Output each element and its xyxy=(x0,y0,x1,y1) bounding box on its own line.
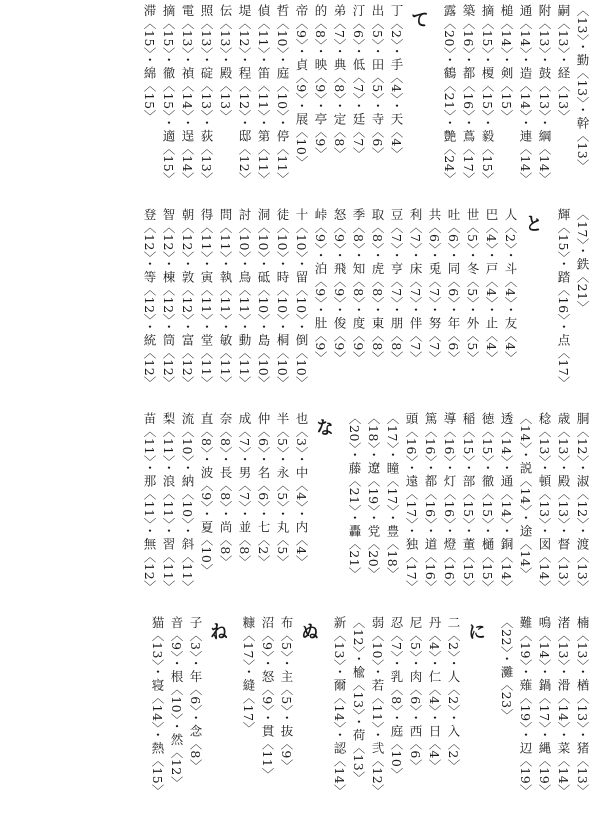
kanji-entry-column: 討〈10〉・鳥〈11〉・動〈11〉 xyxy=(237,208,252,390)
kanji-entry-column: 也〈3〉・中〈4〉・内〈4〉 xyxy=(294,412,309,568)
kanji-entry-column: 猫〈13〉・寝〈14〉・熱〈15〉 xyxy=(150,616,165,798)
kana-section-heading: ぬ xyxy=(298,622,319,640)
kanji-entry-column: 峠〈9〉・泊〈9〉・肚〈9〉 xyxy=(313,208,328,364)
kanji-entry-column: 人〈2〉・斗〈4〉・友〈4〉 xyxy=(503,208,518,364)
kanji-entry-column: 問〈11〉・執〈11〉・敏〈11〉 xyxy=(218,208,233,390)
kanji-entry-column: 吐〈6〉・同〈6〉・年〈6〉 xyxy=(446,208,461,364)
kanji-entry-column: 渚〈13〉・滑〈14〉・菜〈14〉 xyxy=(556,616,571,798)
kanji-entry-column: 智〈12〉・棟〈12〉・筒〈12〉 xyxy=(161,208,176,390)
kanji-entry-column: 篤〈16〉・都〈16〉・道〈16〉 xyxy=(423,412,438,594)
kanji-entry-column: 照〈13〉・碇〈13〉・荻〈13〉 xyxy=(199,4,214,186)
kanji-entry-column: 築〈16〉・都〈16〉・蔦〈17〉 xyxy=(461,4,476,186)
kanji-entry-column: 楠〈13〉・楢〈13〉・猪〈13〉 xyxy=(575,616,590,798)
kanji-entry-column: 摘〈15〉・徹〈15〉・適〈15〉 xyxy=(161,4,176,186)
kanji-entry-column: 電〈13〉・禎〈14〉・逞〈14〉 xyxy=(180,4,195,186)
kanji-entry-column: 歳〈13〉・殿〈13〉・督〈13〉 xyxy=(556,412,571,594)
kanji-entry-column: 得〈11〉・寅〈11〉・堂〈11〉 xyxy=(199,208,214,390)
kana-section-heading: と xyxy=(522,214,543,232)
kanji-entry-column: 成〈7〉・男〈7〉・並〈8〉 xyxy=(237,412,252,568)
kanji-entry-column: 奈〈8〉・長〈8〉・尚〈8〉 xyxy=(218,412,233,568)
kana-section-heading: ね xyxy=(207,622,228,640)
kanji-entry-column: 沼〈9〉・怒〈9〉・貫〈11〉 xyxy=(260,616,275,781)
kanji-entry-column: 偵〈11〉・笛〈11〉・第〈11〉 xyxy=(256,4,271,186)
kanji-entry-column: 的〈8〉・映〈9〉・亭〈9〉 xyxy=(313,4,328,160)
kanji-entry-column: 鳴〈14〉・鍋〈17〉・縄〈19〉 xyxy=(537,616,552,798)
kanji-entry-column: 〈18〉・遼〈19〉・党〈20〉 xyxy=(366,412,381,581)
kanji-entry-column: 利〈7〉・床〈7〉・伴〈7〉 xyxy=(408,208,423,364)
kanji-entry-column: 巴〈4〉・戸〈4〉・止〈4〉 xyxy=(484,208,499,364)
kana-section-heading: な xyxy=(313,418,334,436)
kanji-entry-column: 通〈14〉・造〈14〉・連〈14〉 xyxy=(518,4,533,186)
kanji-entry-column: 哲〈10〉・庭〈10〉・停〈11〉 xyxy=(275,4,290,186)
kanji-entry-column: 仲〈6〉・名〈6〉・七〈2〉 xyxy=(256,412,271,568)
kanji-entry-column: 糠〈17〉・縫〈17〉 xyxy=(241,616,256,735)
kanji-entry-column: 稲〈15〉・部〈15〉・董〈15〉 xyxy=(461,412,476,594)
index-band-1 xyxy=(6,4,591,204)
kanji-entry-column: 半〈5〉・永〈5〉・丸〈5〉 xyxy=(275,412,290,568)
kanji-entry-column: 直〈8〉・波〈9〉・夏〈10〉 xyxy=(199,412,214,577)
kanji-entry-column: 嗣〈13〉・経〈13〉 xyxy=(556,4,571,123)
kanji-entry-column: 布〈5〉・主〈5〉・抜〈9〉 xyxy=(279,616,294,772)
kanji-entry-column: 丁〈2〉・手〈4〉・天〈4〉 xyxy=(389,4,404,160)
kanji-entry-column: 登〈12〉・等〈12〉・統〈12〉 xyxy=(142,208,157,390)
kanji-entry-column: 附〈13〉・鼓〈13〉・綱〈14〉 xyxy=(537,4,552,186)
kana-section-heading: に xyxy=(465,622,486,640)
kanji-entry-column: 世〈5〉・冬〈5〉・外〈5〉 xyxy=(465,208,480,364)
kana-section-heading: て xyxy=(408,10,429,28)
kanji-entry-column: 滞〈15〉・綿〈15〉 xyxy=(142,4,157,123)
kanji-entry-column: 徒〈10〉・時〈10〉・桐〈10〉 xyxy=(275,208,290,390)
kanji-entry-column: 朝〈12〉・敦〈12〉・富〈12〉 xyxy=(180,208,195,390)
kanji-entry-column: 露〈20〉・鶴〈21〉・艶〈24〉 xyxy=(442,4,457,186)
kanji-entry-column: 取〈8〉・虎〈8〉・東〈8〉 xyxy=(370,208,385,364)
kanji-entry-column: 伝〈13〉・殿〈13〉 xyxy=(218,4,233,123)
kanji-entry-column: 豆〈7〉・亨〈7〉・朋〈8〉 xyxy=(389,208,404,364)
kanji-entry-column: 忍〈7〉・乳〈8〉・庭〈10〉 xyxy=(389,616,404,781)
kanji-entry-column: 胴〈12〉・淑〈12〉・渡〈13〉 xyxy=(575,412,590,594)
kanji-entry-column: 流〈10〉・納〈10〉・斜〈11〉 xyxy=(180,412,195,594)
index-band-4 xyxy=(6,616,591,816)
kanji-entry-column: 共〈6〉・兎〈7〉・努〈7〉 xyxy=(427,208,442,364)
kanji-entry-column: 汀〈6〉・低〈7〉・廷〈7〉 xyxy=(351,4,366,160)
kanji-entry-column: 十〈10〉・留〈10〉・倒〈10〉 xyxy=(294,208,309,390)
kanji-entry-column: 〈22〉・灘〈23〉 xyxy=(499,616,514,722)
kanji-entry-column: 輝〈15〉・踏〈16〉・点〈17〉 xyxy=(556,208,571,390)
kanji-entry-column: 新〈13〉・爾〈14〉・認〈14〉 xyxy=(332,616,347,798)
index-band-3 xyxy=(6,412,591,612)
kanji-entry-column: 二〈2〉・人〈2〉・入〈2〉 xyxy=(446,616,461,772)
kanji-entry-column: 苗〈11〉・那〈11〉・無〈12〉 xyxy=(142,412,157,594)
kanji-entry-column: 導〈16〉・灯〈16〉・燈〈16〉 xyxy=(442,412,457,594)
kanji-entry-column: 丹〈4〉・仁〈4〉・日〈4〉 xyxy=(427,616,442,772)
kanji-entry-column: 頭〈16〉・遠〈17〉・独〈17〉 xyxy=(404,412,419,594)
kanji-entry-column: 徳〈15〉・徹〈15〉・樋〈15〉 xyxy=(480,412,495,594)
kanji-entry-column: 音〈9〉・根〈10〉・然〈12〉 xyxy=(169,616,184,789)
kanji-entry-column: 槌〈14〉・剣〈15〉 xyxy=(499,4,514,123)
kanji-entry-column: 子〈3〉・年〈6〉・念〈8〉 xyxy=(188,616,203,772)
index-band-2 xyxy=(6,208,591,408)
kanji-entry-column: 〈13〉・勤〈13〉・幹〈13〉 xyxy=(575,4,590,173)
kanji-entry-column: 洞〈10〉・砥〈10〉・島〈10〉 xyxy=(256,208,271,390)
kanji-entry-column: 難〈19〉・薙〈19〉・辺〈19〉 xyxy=(518,616,533,798)
kanji-entry-column: 弱〈10〉・若〈11〉・弐〈12〉 xyxy=(370,616,385,798)
kanji-entry-column: 尼〈5〉・肉〈6〉・西〈6〉 xyxy=(408,616,423,772)
kanji-entry-column: 〈14〉・説〈14〉・途〈14〉 xyxy=(518,412,533,581)
kanji-entry-column: 摘〈15〉・榎〈15〉・毅〈15〉 xyxy=(480,4,495,186)
kanji-entry-column: 梨〈11〉・浪〈11〉・習〈11〉 xyxy=(161,412,176,594)
kanji-entry-column: 堤〈12〉・程〈12〉・邸〈12〉 xyxy=(237,4,252,186)
kanji-entry-column: 透〈14〉・通〈14〉・銅〈14〉 xyxy=(499,412,514,594)
kanji-entry-column: 〈20〉・藤〈21〉・轟〈21〉 xyxy=(347,412,362,581)
kanji-entry-column: 稔〈13〉・頓〈13〉・図〈14〉 xyxy=(537,412,552,594)
kanji-entry-column: 季〈8〉・知〈8〉・度〈9〉 xyxy=(351,208,366,364)
kanji-entry-column: 〈17〉・瞳〈17〉・豊〈18〉 xyxy=(385,412,400,581)
kanji-entry-column: 怒〈9〉・飛〈9〉・俊〈9〉 xyxy=(332,208,347,364)
kanji-entry-column: 帝〈9〉・貞〈9〉・展〈10〉 xyxy=(294,4,309,169)
kanji-entry-column: 出〈5〉・田〈5〉・寺〈6〉 xyxy=(370,4,385,160)
kanji-entry-column: 弟〈7〉・典〈8〉・定〈8〉 xyxy=(332,4,347,160)
kanji-entry-column: 〈12〉・楡〈13〉・荷〈13〉 xyxy=(351,616,366,785)
kanji-entry-column: 〈17〉・鉄〈21〉 xyxy=(575,208,590,314)
